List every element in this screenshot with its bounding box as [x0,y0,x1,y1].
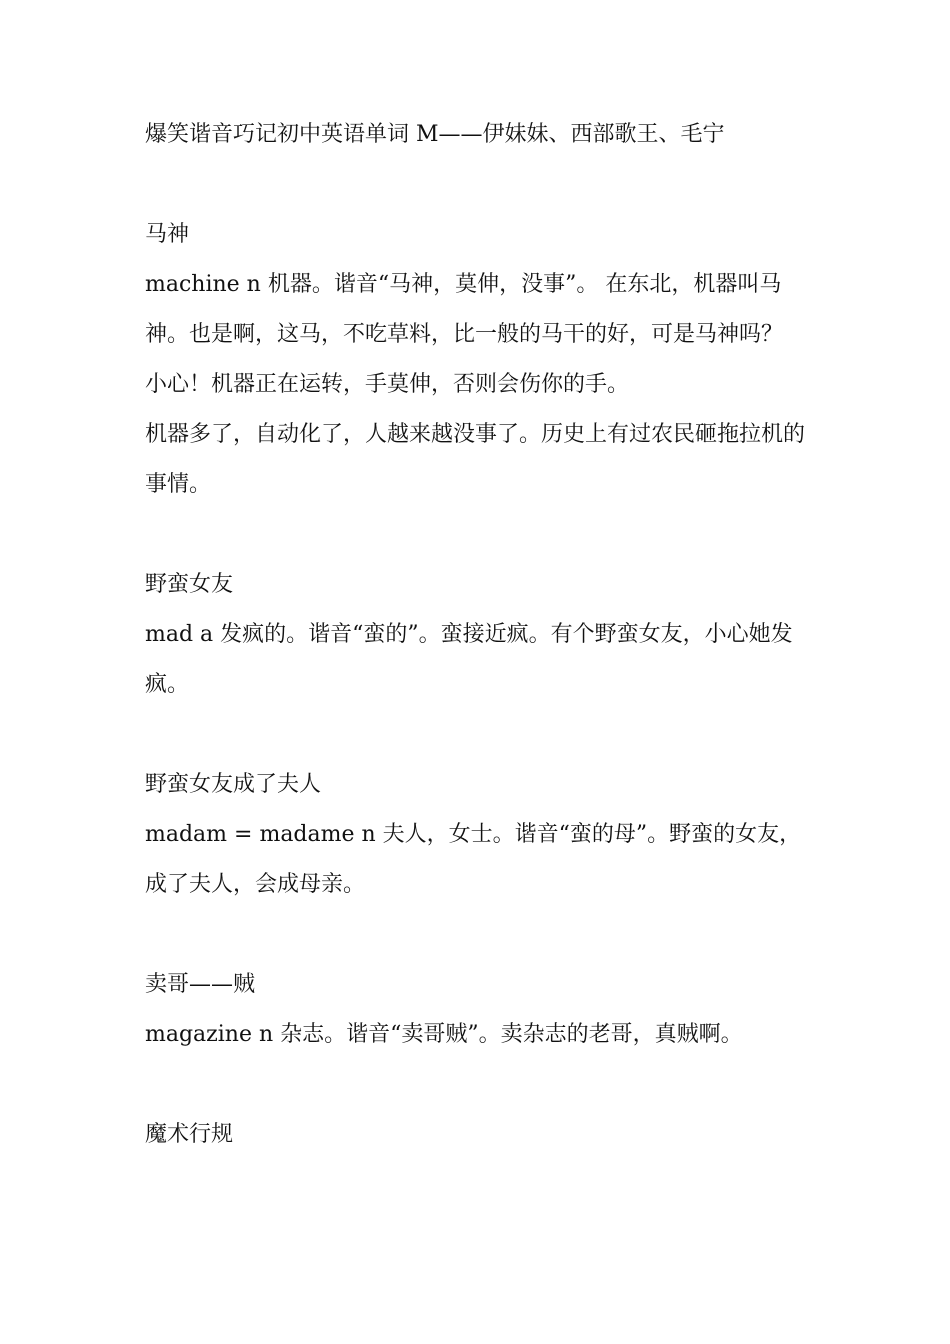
section-heading: 马神 [145,222,190,247]
paragraph: mad a 发疯的。谐音“蛮的”。蛮接近疯。有个野蛮女友，小心她发疯。 [145,622,793,697]
section-heading: 野蛮女友成了夫人 [145,772,322,797]
section-machine [145,210,810,510]
document-title: 爆笑谐音巧记初中英语单词 M——伊妹妹、西部歌王、毛宁 [145,122,725,147]
paragraph: magazine n 杂志。谐音“卖哥贼”。卖杂志的老哥，真贼啊。 [145,1022,743,1047]
section-madam [145,760,810,910]
section-heading: 魔术行规 [145,1122,234,1147]
paragraph: 机器多了，自动化了，人越来越没事了。历史上有过农民砸拖拉机的事情。 [145,422,806,497]
paragraph: machine n 机器。谐音“马神，莫伸，没事”。 在东北，机器叫马神。也是啊，这马，不吃草料，比一般的马干的好，可是马神吗？ [145,272,784,347]
paragraph: 小心！机器正在运转，手莫伸，否则会伤你的手。 [145,372,630,397]
section-magic [145,1110,810,1160]
section-heading: 野蛮女友 [145,572,234,597]
section-heading: 卖哥——贼 [145,972,256,997]
document-page [145,110,810,1160]
paragraph: madam = madame n 夫人，女士。谐音“蛮的母”。野蛮的女友，成了夫人，会成母亲。 [145,822,802,897]
section-mad [145,560,810,710]
section-magazine [145,960,810,1060]
